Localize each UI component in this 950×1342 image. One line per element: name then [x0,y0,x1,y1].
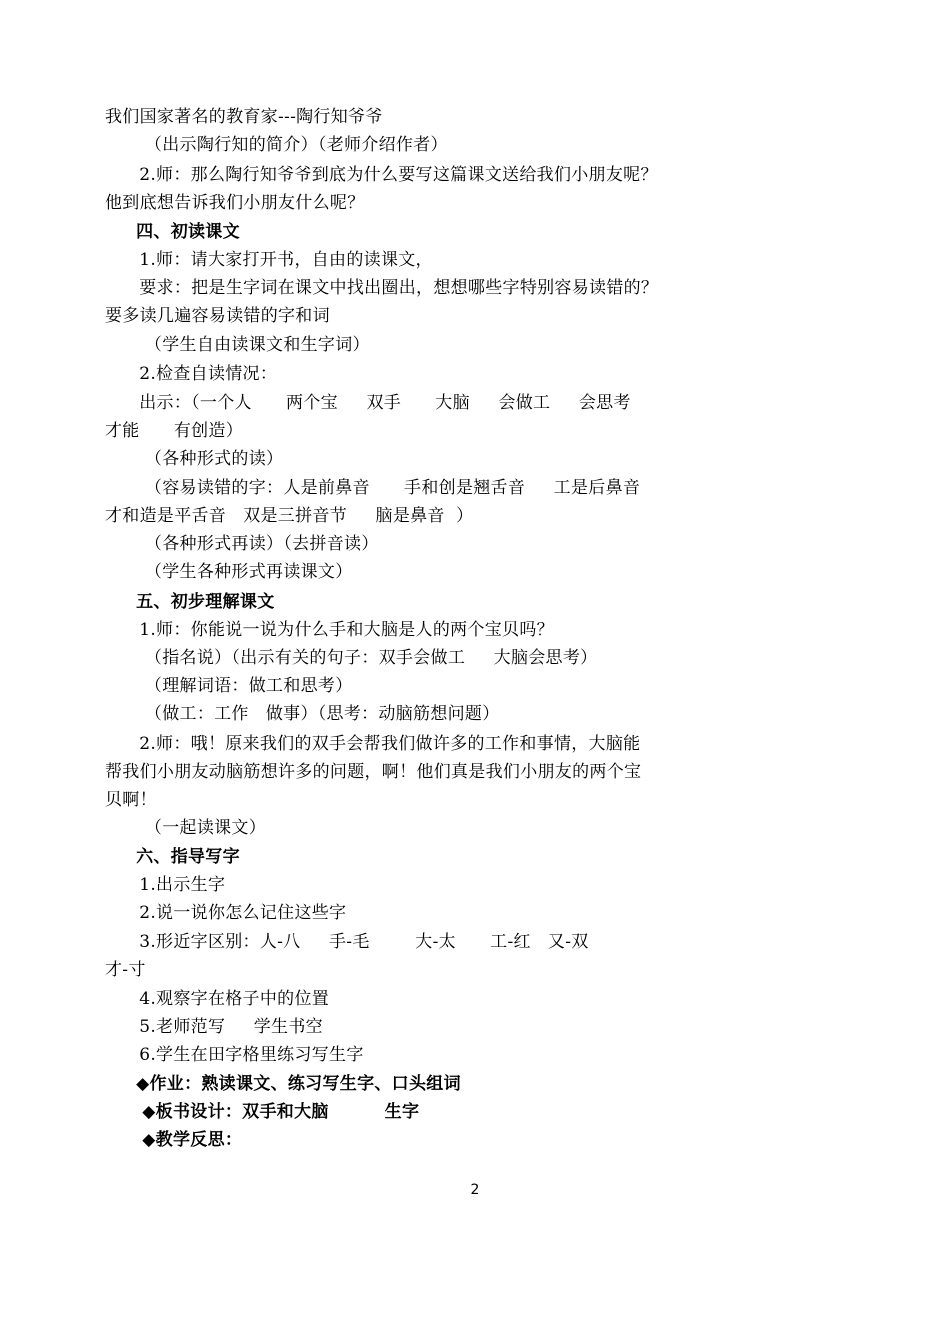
text-line: （做工：工作 做事）（思考：动脑筋想问题） [105,704,500,724]
text-line: 要多读几遍容易读错的字和词 [105,306,330,326]
text-line: 2.师：那么陶行知爷爷到底为什么要写这篇课文送给我们小朋友呢？ [105,165,658,185]
reflection-line: ◆教学反思： [105,1130,243,1150]
text-line: 要求：把是生字词在课文中找出圈出，想想哪些字特别容易读错的？ [105,278,659,298]
text-line: 才-寸 [105,960,146,980]
text-line: 他到底想告诉我们小朋友什么呢？ [105,193,365,213]
text-line: （学生各种形式再读课文） [105,562,353,582]
text-line: （学生自由读课文和生字词） [105,335,370,355]
text-line: 6.学生在田字格里练习写生字 [105,1045,364,1065]
text-line: （指名说）（出示有关的句子：双手会做工 大脑会思考） [105,648,598,668]
text-line: （出示陶行知的简介）（老师介绍作者） [105,135,448,155]
text-line: （各种形式再读）（去拼音读） [105,534,379,554]
text-line: 5.老师范写 学生书空 [105,1017,323,1037]
text-line: 出示：（一个人 两个宝 双手 大脑 会做工 会思考 [105,393,631,413]
text-line: 贝啊！ [105,790,157,810]
section-heading: 五、初步理解课文 [105,592,275,612]
text-line: （容易读错的字：人是前鼻音 手和创是翘舌音 工是后鼻音 [105,478,641,498]
text-line: 2.说一说你怎么记住这些字 [105,903,347,923]
text-line: 3.形近字区别：人-八 手-毛 大-太 工-红 又-双 [105,932,589,952]
text-line: 才能 有创造） [105,421,244,441]
text-line: 帮我们小朋友动脑筋想许多的问题，啊！他们真是我们小朋友的两个宝 [105,762,642,782]
section-heading: 四、初读课文 [105,222,240,242]
text-line: 1.出示生字 [105,875,226,895]
board-design-line: ◆板书设计：双手和大脑 生字 [105,1102,420,1122]
text-line: 才和造是平舌音 双是三拼音节 脑是鼻音 ） [105,506,474,526]
text-line: （理解词语：做工和思考） [105,676,353,696]
text-line: 2.师：哦！原来我们的双手会帮我们做许多的工作和事情，大脑能 [105,734,641,754]
text-line: 我们国家著名的教育家---陶行知爷爷 [105,107,383,127]
text-line: 2.检查自读情况： [105,364,278,384]
text-line: 1.师：请大家打开书，自由的读课文， [105,250,433,270]
section-heading: 六、指导写字 [105,847,240,867]
text-line: （一起读课文） [105,818,267,838]
page-number: 2 [470,1182,480,1198]
text-line: （各种形式的读） [105,449,284,469]
homework-line: ◆作业：熟读课文、练习写生字、口头组词 [105,1074,461,1094]
text-line: 1.师：你能说一说为什么手和大脑是人的两个宝贝吗？ [105,620,554,640]
text-line: 4.观察字在格子中的位置 [105,989,330,1009]
